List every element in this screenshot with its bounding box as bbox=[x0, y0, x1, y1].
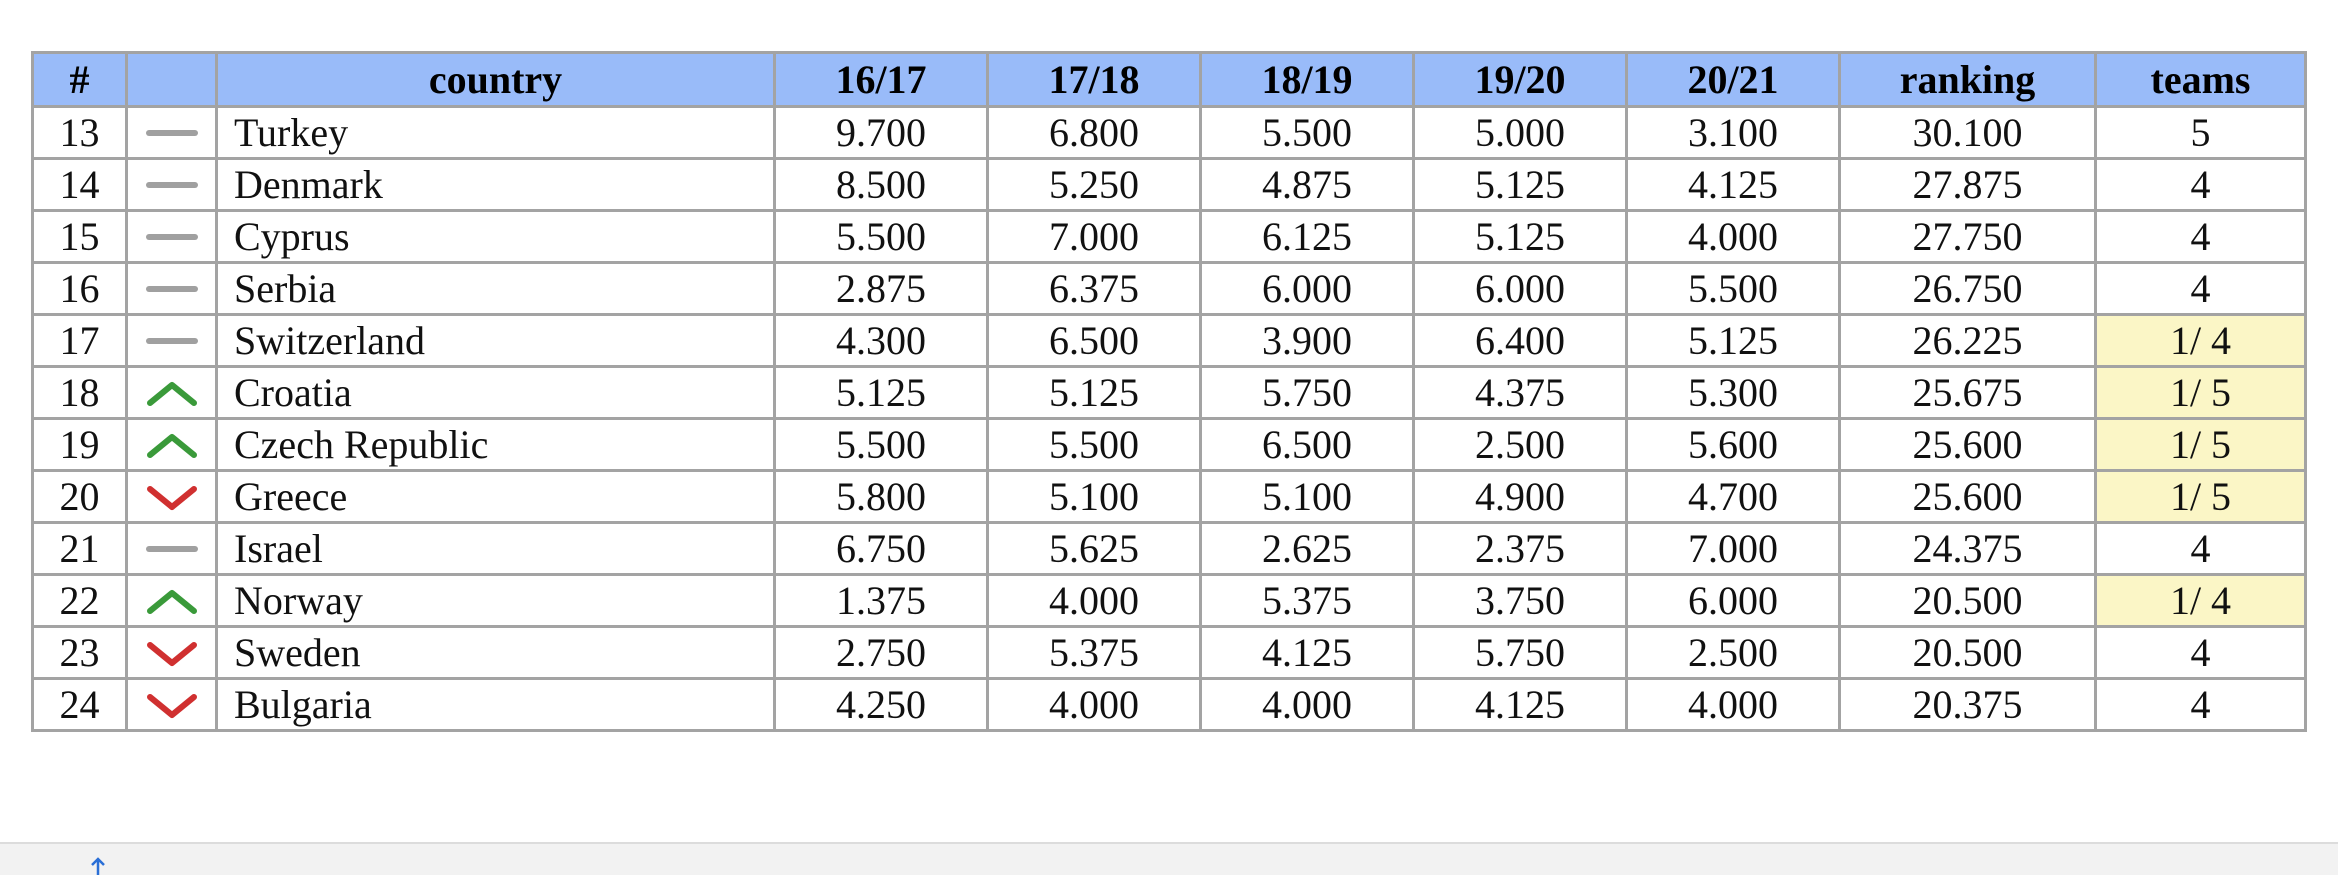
ranking-cell: 26.225 bbox=[1840, 315, 2096, 367]
bottom-bar bbox=[0, 842, 2338, 875]
ranking-cell: 25.600 bbox=[1840, 419, 2096, 471]
season-17-18-cell: 4.000 bbox=[988, 679, 1201, 731]
trend-cell bbox=[127, 315, 217, 367]
trend-cell bbox=[127, 523, 217, 575]
ranking-cell: 24.375 bbox=[1840, 523, 2096, 575]
season-16-17-cell: 5.800 bbox=[775, 471, 988, 523]
ranking-cell: 27.875 bbox=[1840, 159, 2096, 211]
teams-cell: 4 bbox=[2096, 211, 2306, 263]
season-16-17-cell: 5.500 bbox=[775, 211, 988, 263]
teams-cell: 1/ 4 bbox=[2096, 315, 2306, 367]
season-16-17-cell: 5.500 bbox=[775, 419, 988, 471]
season-18-19-cell: 2.625 bbox=[1201, 523, 1414, 575]
header-rank[interactable]: # bbox=[33, 53, 127, 107]
trend-cell bbox=[127, 419, 217, 471]
dash-icon bbox=[146, 170, 198, 200]
header-season-17-18[interactable]: 17/18 bbox=[988, 53, 1201, 107]
table-row bbox=[33, 627, 2306, 679]
dash-icon bbox=[146, 326, 198, 356]
season-18-19-cell: 6.500 bbox=[1201, 419, 1414, 471]
season-18-19-cell: 5.750 bbox=[1201, 367, 1414, 419]
trend-cell bbox=[127, 263, 217, 315]
header-trend[interactable] bbox=[127, 53, 217, 107]
season-18-19-cell: 4.875 bbox=[1201, 159, 1414, 211]
season-17-18-cell: 5.500 bbox=[988, 419, 1201, 471]
table-row bbox=[33, 523, 2306, 575]
table-row bbox=[33, 575, 2306, 627]
rank-cell: 13 bbox=[33, 107, 127, 159]
table-row bbox=[33, 367, 2306, 419]
ranking-cell: 20.500 bbox=[1840, 575, 2096, 627]
trend-cell bbox=[127, 159, 217, 211]
season-19-20-cell: 5.125 bbox=[1414, 211, 1627, 263]
season-16-17-cell: 1.375 bbox=[775, 575, 988, 627]
table-row bbox=[33, 159, 2306, 211]
season-16-17-cell: 5.125 bbox=[775, 367, 988, 419]
teams-cell: 5 bbox=[2096, 107, 2306, 159]
season-19-20-cell: 6.000 bbox=[1414, 263, 1627, 315]
table-row bbox=[33, 107, 2306, 159]
header-season-18-19[interactable]: 18/19 bbox=[1201, 53, 1414, 107]
season-16-17-cell: 8.500 bbox=[775, 159, 988, 211]
rank-cell: 24 bbox=[33, 679, 127, 731]
country-cell[interactable]: Cyprus bbox=[217, 211, 775, 263]
table-row bbox=[33, 315, 2306, 367]
season-20-21-cell: 4.700 bbox=[1627, 471, 1840, 523]
season-17-18-cell: 6.800 bbox=[988, 107, 1201, 159]
country-cell[interactable]: Greece bbox=[217, 471, 775, 523]
season-16-17-cell: 4.300 bbox=[775, 315, 988, 367]
country-cell[interactable]: Denmark bbox=[217, 159, 775, 211]
season-18-19-cell: 6.000 bbox=[1201, 263, 1414, 315]
season-18-19-cell: 5.500 bbox=[1201, 107, 1414, 159]
season-18-19-cell: 3.900 bbox=[1201, 315, 1414, 367]
season-19-20-cell: 4.375 bbox=[1414, 367, 1627, 419]
rank-cell: 22 bbox=[33, 575, 127, 627]
season-19-20-cell: 3.750 bbox=[1414, 575, 1627, 627]
table-row bbox=[33, 263, 2306, 315]
country-cell[interactable]: Sweden bbox=[217, 627, 775, 679]
country-cell[interactable]: Switzerland bbox=[217, 315, 775, 367]
season-17-18-cell: 5.375 bbox=[988, 627, 1201, 679]
season-17-18-cell: 4.000 bbox=[988, 575, 1201, 627]
country-cell[interactable]: Bulgaria bbox=[217, 679, 775, 731]
season-20-21-cell: 6.000 bbox=[1627, 575, 1840, 627]
country-cell[interactable]: Czech Republic bbox=[217, 419, 775, 471]
chevron-down-icon bbox=[146, 690, 198, 720]
country-cell[interactable]: Turkey bbox=[217, 107, 775, 159]
season-19-20-cell: 4.125 bbox=[1414, 679, 1627, 731]
table-row bbox=[33, 419, 2306, 471]
table-row bbox=[33, 211, 2306, 263]
dash-icon bbox=[146, 274, 198, 304]
season-19-20-cell: 5.000 bbox=[1414, 107, 1627, 159]
dash-icon bbox=[146, 534, 198, 564]
season-17-18-cell: 6.500 bbox=[988, 315, 1201, 367]
rank-cell: 19 bbox=[33, 419, 127, 471]
season-17-18-cell: 6.375 bbox=[988, 263, 1201, 315]
header-ranking[interactable]: ranking bbox=[1840, 53, 2096, 107]
header-teams[interactable]: teams bbox=[2096, 53, 2306, 107]
header-season-19-20[interactable]: 19/20 bbox=[1414, 53, 1627, 107]
header-season-20-21[interactable]: 20/21 bbox=[1627, 53, 1840, 107]
table-header-row bbox=[33, 53, 2306, 107]
country-cell[interactable]: Israel bbox=[217, 523, 775, 575]
table-row bbox=[33, 471, 2306, 523]
season-20-21-cell: 4.000 bbox=[1627, 679, 1840, 731]
season-20-21-cell: 7.000 bbox=[1627, 523, 1840, 575]
season-20-21-cell: 5.600 bbox=[1627, 419, 1840, 471]
chevron-down-icon bbox=[146, 638, 198, 668]
trend-cell bbox=[127, 107, 217, 159]
header-season-16-17[interactable]: 16/17 bbox=[775, 53, 988, 107]
teams-cell: 1/ 5 bbox=[2096, 471, 2306, 523]
ranking-cell: 25.675 bbox=[1840, 367, 2096, 419]
teams-cell: 4 bbox=[2096, 523, 2306, 575]
season-19-20-cell: 2.375 bbox=[1414, 523, 1627, 575]
country-cell[interactable]: Norway bbox=[217, 575, 775, 627]
ranking-cell: 27.750 bbox=[1840, 211, 2096, 263]
chevron-down-icon bbox=[146, 482, 198, 512]
season-19-20-cell: 6.400 bbox=[1414, 315, 1627, 367]
rank-cell: 18 bbox=[33, 367, 127, 419]
back-to-top-link[interactable] bbox=[88, 855, 108, 875]
season-20-21-cell: 5.500 bbox=[1627, 263, 1840, 315]
teams-cell: 1/ 5 bbox=[2096, 367, 2306, 419]
country-cell[interactable]: Croatia bbox=[217, 367, 775, 419]
teams-cell: 4 bbox=[2096, 263, 2306, 315]
chevron-up-icon bbox=[146, 378, 198, 408]
ranking-cell: 25.600 bbox=[1840, 471, 2096, 523]
season-19-20-cell: 2.500 bbox=[1414, 419, 1627, 471]
rank-cell: 23 bbox=[33, 627, 127, 679]
season-18-19-cell: 5.375 bbox=[1201, 575, 1414, 627]
season-19-20-cell: 4.900 bbox=[1414, 471, 1627, 523]
season-16-17-cell: 6.750 bbox=[775, 523, 988, 575]
season-19-20-cell: 5.125 bbox=[1414, 159, 1627, 211]
chevron-up-icon bbox=[146, 586, 198, 616]
country-cell[interactable]: Serbia bbox=[217, 263, 775, 315]
trend-cell bbox=[127, 211, 217, 263]
trend-cell bbox=[127, 575, 217, 627]
season-16-17-cell: 2.875 bbox=[775, 263, 988, 315]
teams-cell: 4 bbox=[2096, 159, 2306, 211]
season-20-21-cell: 5.300 bbox=[1627, 367, 1840, 419]
ranking-cell: 20.375 bbox=[1840, 679, 2096, 731]
season-20-21-cell: 4.000 bbox=[1627, 211, 1840, 263]
rank-cell: 15 bbox=[33, 211, 127, 263]
season-17-18-cell: 5.100 bbox=[988, 471, 1201, 523]
rank-cell: 20 bbox=[33, 471, 127, 523]
season-20-21-cell: 3.100 bbox=[1627, 107, 1840, 159]
trend-cell bbox=[127, 367, 217, 419]
season-18-19-cell: 4.125 bbox=[1201, 627, 1414, 679]
season-19-20-cell: 5.750 bbox=[1414, 627, 1627, 679]
season-16-17-cell: 9.700 bbox=[775, 107, 988, 159]
ranking-cell: 30.100 bbox=[1840, 107, 2096, 159]
season-17-18-cell: 5.250 bbox=[988, 159, 1201, 211]
season-18-19-cell: 6.125 bbox=[1201, 211, 1414, 263]
season-17-18-cell: 7.000 bbox=[988, 211, 1201, 263]
rank-cell: 14 bbox=[33, 159, 127, 211]
country-ranking-table bbox=[31, 51, 2307, 732]
rank-cell: 17 bbox=[33, 315, 127, 367]
rank-cell: 16 bbox=[33, 263, 127, 315]
chevron-up-icon bbox=[146, 430, 198, 460]
season-16-17-cell: 2.750 bbox=[775, 627, 988, 679]
rank-cell: 21 bbox=[33, 523, 127, 575]
teams-cell: 1/ 5 bbox=[2096, 419, 2306, 471]
table-row bbox=[33, 679, 2306, 731]
ranking-cell: 20.500 bbox=[1840, 627, 2096, 679]
season-20-21-cell: 2.500 bbox=[1627, 627, 1840, 679]
season-20-21-cell: 5.125 bbox=[1627, 315, 1840, 367]
trend-cell bbox=[127, 471, 217, 523]
dash-icon bbox=[146, 118, 198, 148]
season-20-21-cell: 4.125 bbox=[1627, 159, 1840, 211]
season-16-17-cell: 4.250 bbox=[775, 679, 988, 731]
teams-cell: 4 bbox=[2096, 627, 2306, 679]
trend-cell bbox=[127, 679, 217, 731]
season-17-18-cell: 5.625 bbox=[988, 523, 1201, 575]
season-17-18-cell: 5.125 bbox=[988, 367, 1201, 419]
teams-cell: 4 bbox=[2096, 679, 2306, 731]
header-country[interactable]: country bbox=[217, 53, 775, 107]
trend-cell bbox=[127, 627, 217, 679]
arrow-up-icon bbox=[88, 855, 108, 875]
season-18-19-cell: 5.100 bbox=[1201, 471, 1414, 523]
teams-cell: 1/ 4 bbox=[2096, 575, 2306, 627]
ranking-cell: 26.750 bbox=[1840, 263, 2096, 315]
season-18-19-cell: 4.000 bbox=[1201, 679, 1414, 731]
dash-icon bbox=[146, 222, 198, 252]
